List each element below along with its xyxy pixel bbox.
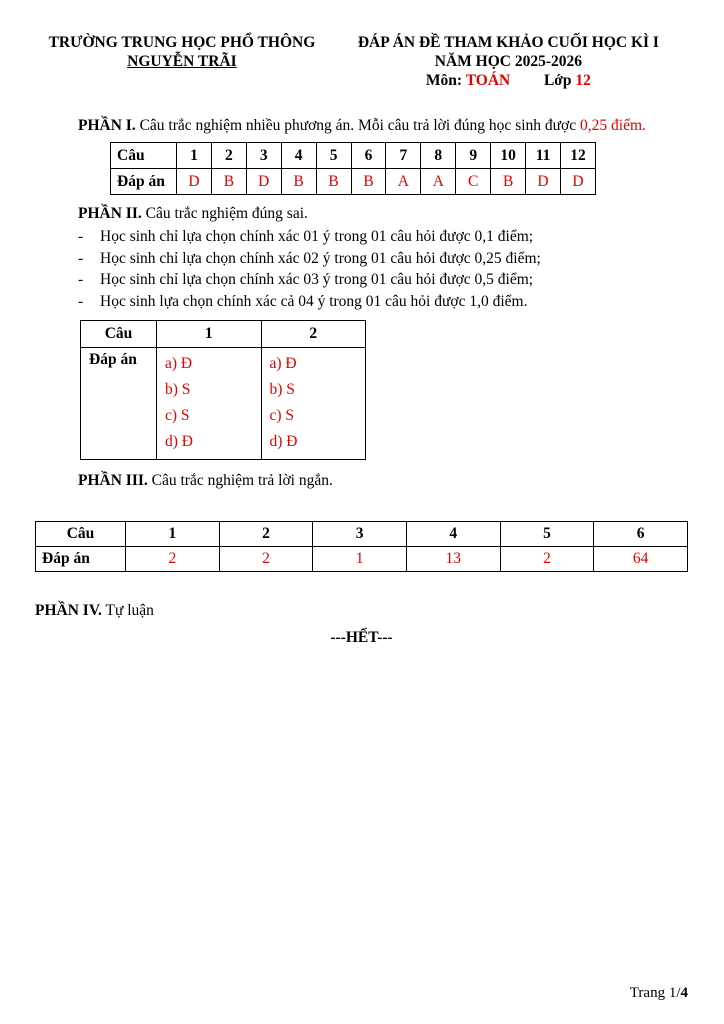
row-label-cell: Đáp án (111, 169, 177, 195)
subject-value: TOÁN (465, 72, 511, 89)
part3-question-row (36, 522, 688, 547)
part4-heading-label: PHẦN IV. (35, 602, 102, 619)
dash-bullet: - (78, 271, 84, 288)
row-label-cell: Đáp án (36, 547, 126, 572)
rule-item (78, 291, 688, 313)
question-number-cell: 3 (313, 522, 407, 547)
part3-answer-row (36, 547, 688, 572)
answer-cell: 13 (406, 547, 500, 572)
dash-bullet: - (78, 292, 84, 310)
question-number-cell: 5 (500, 522, 594, 547)
answer-cell: 2 (500, 547, 594, 572)
question-number-cell: 1 (177, 143, 212, 169)
part2-answer-table (80, 320, 366, 460)
rule-text: Học sinh chỉ lựa chọn chính xác 02 ý trong 01 câu hỏi được 0,25 điểm; (100, 249, 541, 267)
part2-answer-row (81, 348, 366, 460)
answer-cell: B (211, 169, 246, 195)
question-number-cell: 1 (126, 522, 220, 547)
part1-heading-score: 0,25 điểm. (580, 117, 646, 134)
document-header (35, 33, 688, 90)
document-title: ĐÁP ÁN ĐỀ THAM KHẢO CUỐI HỌC KÌ I (357, 34, 659, 51)
rule-item (78, 248, 688, 270)
answer-cell (261, 348, 366, 460)
question-number-cell: 4 (281, 143, 316, 169)
question-number-cell: 11 (526, 143, 561, 169)
page-number-prefix: Trang 1/ (629, 985, 681, 1001)
page-number-total: 4 (680, 985, 688, 1001)
question-number-cell: 12 (560, 143, 595, 169)
part2-header-row (81, 321, 366, 348)
part1-heading (35, 115, 688, 136)
school-year: NĂM HỌC 2025-2026 (434, 53, 583, 70)
answer-cell: B (491, 169, 526, 195)
rule-item (78, 269, 688, 291)
question-number-cell: 2 (211, 143, 246, 169)
title-block (329, 33, 688, 90)
part1-answer-row (111, 169, 596, 195)
dash-bullet: - (78, 228, 84, 245)
rule-item (78, 226, 688, 248)
school-block (35, 33, 329, 90)
question-number-cell: 4 (406, 522, 500, 547)
question-number-cell: 2 (261, 321, 366, 348)
answer-line: a) Đ (165, 355, 193, 372)
question-number-cell: 7 (386, 143, 421, 169)
answer-line: c) S (165, 407, 190, 424)
part3-heading (35, 470, 688, 491)
answer-cell: D (560, 169, 595, 195)
question-number-cell: 8 (421, 143, 456, 169)
school-name-line2: NGUYỄN TRÃI (127, 53, 237, 70)
answer-cell: A (421, 169, 456, 195)
answer-cell: 2 (126, 547, 220, 572)
part2-rules (35, 226, 688, 312)
row-label-cell: Câu (36, 522, 126, 547)
answer-line: d) Đ (269, 433, 298, 450)
answer-cell: C (456, 169, 491, 195)
answer-cell: A (386, 169, 421, 195)
part1-heading-text: Câu trắc nghiệm nhiều phương án. Mỗi câu trả lời đúng học sinh được (135, 117, 581, 134)
grade-value: 12 (575, 72, 591, 89)
question-number-cell: 10 (491, 143, 526, 169)
row-label-cell: Câu (111, 143, 177, 169)
school-name-line1: TRƯỜNG TRUNG HỌC PHỔ THÔNG (48, 34, 316, 51)
answer-line: b) S (165, 381, 191, 398)
answer-cell: D (246, 169, 281, 195)
part3-heading-text: Câu trắc nghiệm trả lời ngắn. (147, 472, 333, 489)
answer-cell: B (316, 169, 351, 195)
question-number-cell: 3 (246, 143, 281, 169)
page-footer (630, 985, 688, 1002)
question-number-cell: 6 (351, 143, 386, 169)
question-number-cell: 6 (594, 522, 688, 547)
row-label-cell: Đáp án (81, 348, 157, 460)
answer-cell: 2 (219, 547, 313, 572)
subject-line (329, 71, 688, 90)
part4-heading (35, 600, 688, 621)
part1-heading-label: PHẦN I. (78, 117, 136, 134)
question-number-cell: 1 (157, 321, 262, 348)
subject-label: Môn: (425, 72, 463, 89)
question-number-cell: 9 (456, 143, 491, 169)
dash-bullet: - (78, 249, 84, 267)
row-label-cell: Câu (81, 321, 157, 348)
question-number-cell: 2 (219, 522, 313, 547)
answer-line: d) Đ (165, 433, 193, 450)
question-number-cell: 5 (316, 143, 351, 169)
rule-text: Học sinh lựa chọn chính xác cả 04 ý trong 01 câu hỏi được 1,0 điểm. (100, 292, 528, 310)
part4-heading-text: Tự luận (101, 602, 154, 619)
answer-cell: B (281, 169, 316, 195)
grade-label: Lớp (543, 72, 572, 89)
answer-cell: D (177, 169, 212, 195)
answer-cell: B (351, 169, 386, 195)
answer-cell: 64 (594, 547, 688, 572)
end-marker: ---HẾT--- (330, 629, 393, 646)
answer-line: c) S (269, 407, 295, 424)
rule-text: Học sinh chỉ lựa chọn chính xác 03 ý trong 01 câu hỏi được 0,5 điểm; (100, 271, 534, 288)
answer-cell: 1 (313, 547, 407, 572)
answer-cell: D (526, 169, 561, 195)
answer-line: a) Đ (269, 355, 297, 372)
part1-answer-table (110, 142, 596, 195)
rule-text: Học sinh chỉ lựa chọn chính xác 01 ý trong 01 câu hỏi được 0,1 điểm; (100, 228, 534, 245)
part3-answer-table (35, 521, 688, 572)
answer-cell (157, 348, 262, 460)
part2-heading-text: Câu trắc nghiệm đúng sai. (141, 205, 308, 222)
part1-question-row (111, 143, 596, 169)
part2-heading-label: PHẦN II. (78, 205, 142, 222)
answer-line: b) S (269, 381, 295, 398)
part2-heading (35, 203, 688, 224)
part3-heading-label: PHẦN III. (78, 472, 148, 489)
